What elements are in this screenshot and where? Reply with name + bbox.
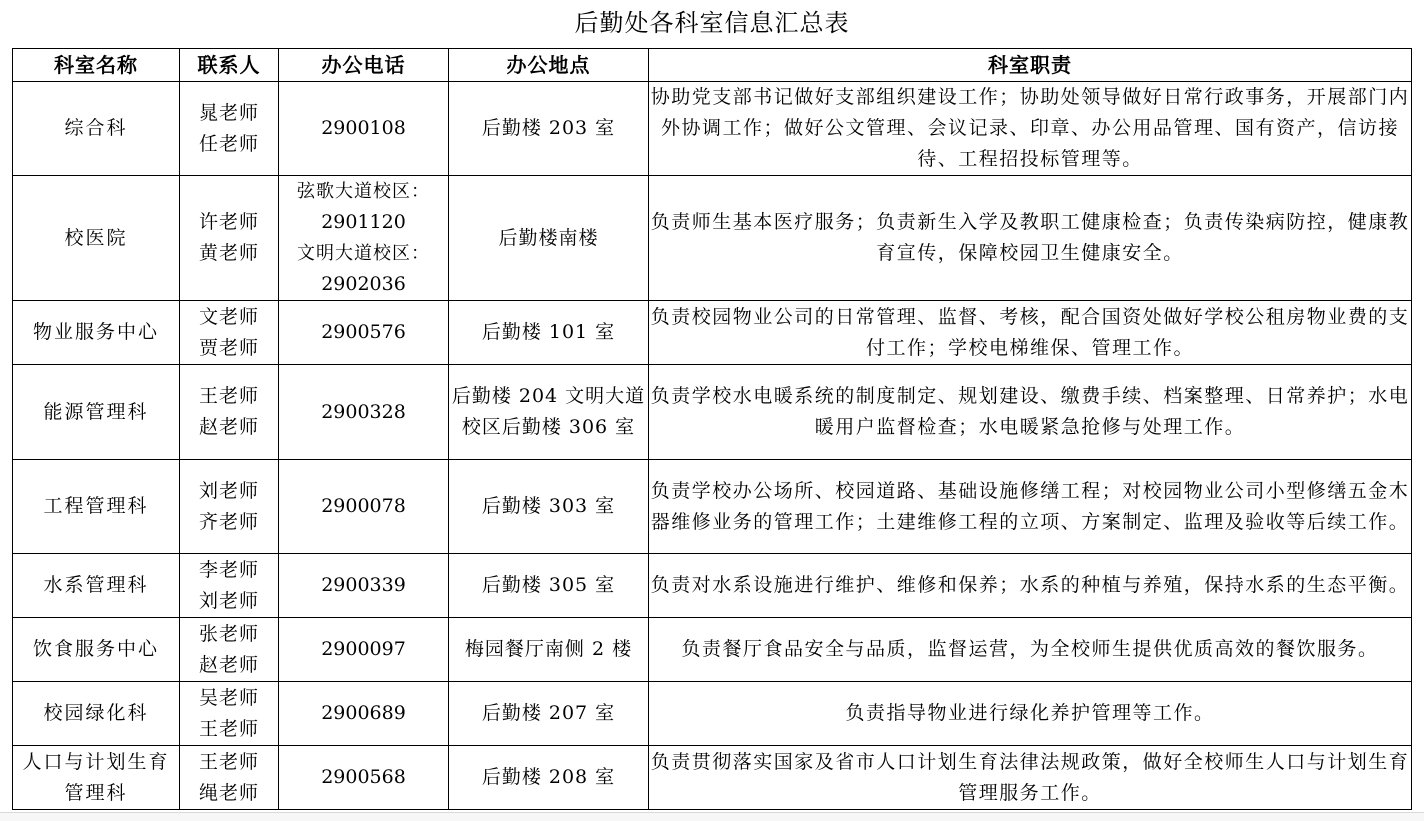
contact-cell — [180, 365, 279, 460]
phone-cell — [279, 746, 449, 810]
header-contact: 联系人 — [180, 49, 279, 82]
office-location: 后勤楼 305 室 — [449, 554, 649, 618]
department-name: 校医院 — [13, 176, 180, 301]
department-name: 综合科 — [13, 82, 180, 176]
office-location: 后勤楼 101 室 — [449, 301, 649, 365]
contact-person: 绳老师 — [198, 781, 259, 804]
table-row — [13, 82, 1412, 176]
office-location: 后勤楼南楼 — [449, 176, 649, 301]
contact-cell — [180, 301, 279, 365]
contact-person: 晁老师 — [198, 101, 259, 124]
department-name: 工程管理科 — [13, 460, 180, 554]
table-header-row — [13, 49, 1412, 82]
department-name: 饮食服务中心 — [13, 618, 180, 682]
department-duty: 负责师生基本医疗服务；负责新生入学及教职工健康检查；负责传染病防控，健康教育宣传，保障校园卫生健康安全。 — [649, 176, 1412, 301]
contact-person: 黄老师 — [198, 242, 259, 264]
department-duty: 负责对水系设施进行维护、维修和保养；水系的种植与养殖，保持水系的生态平衡。 — [649, 554, 1412, 618]
contact-person: 许老师 — [198, 211, 259, 233]
contact-person: 任老师 — [198, 132, 259, 155]
contact-person: 李老师 — [198, 558, 259, 581]
department-duty: 负责贯彻落实国家及省市人口计划生育法律法规政策，做好全校师生人口与计划生育管理服务工作。 — [649, 746, 1412, 810]
phone-cell — [279, 618, 449, 682]
contact-person: 吴老师 — [198, 686, 259, 709]
phone-number: 2900108 — [321, 117, 406, 139]
phone-cell — [279, 682, 449, 746]
header-phone: 办公电话 — [279, 49, 449, 82]
contact-cell — [180, 618, 279, 682]
table-row — [13, 618, 1412, 682]
department-duty: 负责学校办公场所、校园道路、基础设施修缮工程；对校园物业公司小型修缮五金木器维修业务的管理工作；土建维修工程的立项、方案制定、监理及验收等后续工作。 — [649, 460, 1412, 554]
department-name: 校园绿化科 — [13, 682, 180, 746]
contact-cell — [180, 746, 279, 810]
office-location: 梅园餐厅南侧 2 楼 — [449, 618, 649, 682]
phone-number: 2900339 — [321, 574, 406, 596]
contact-person: 张老师 — [198, 622, 259, 645]
contact-cell — [180, 554, 279, 618]
campus-label: 文明大道校区： — [297, 243, 430, 264]
phone-cell — [279, 460, 449, 554]
document-title: 后勤处各科室信息汇总表 — [574, 9, 850, 37]
office-location: 后勤楼 203 室 — [449, 82, 649, 176]
phone-number: 2900689 — [321, 702, 406, 724]
contact-person: 赵老师 — [198, 416, 259, 438]
table-row — [13, 682, 1412, 746]
phone-cell — [279, 554, 449, 618]
table-row — [13, 365, 1412, 460]
table-row — [13, 554, 1412, 618]
phone-number: 2900078 — [321, 495, 406, 517]
contact-person: 贾老师 — [198, 336, 259, 359]
phone-number: 2900097 — [321, 638, 406, 660]
contact-person: 王老师 — [198, 385, 259, 407]
phone-cell — [279, 301, 449, 365]
table-row — [13, 460, 1412, 554]
campus-label: 弦歌大道校区： — [297, 181, 430, 202]
department-duty: 负责学校水电暖系统的制度制定、规划建设、缴费手续、档案整理、日常养护；水电暖用户监督检查；水电暖紧急抢修与处理工作。 — [649, 365, 1412, 460]
contact-person: 刘老师 — [198, 479, 259, 502]
header-location: 办公地点 — [449, 49, 649, 82]
office-location: 后勤楼 207 室 — [449, 682, 649, 746]
phone-cell — [279, 82, 449, 176]
contact-cell — [180, 82, 279, 176]
phone-number: 2900576 — [321, 321, 406, 343]
contact-person: 文老师 — [198, 305, 259, 328]
table-row — [13, 176, 1412, 301]
office-location: 后勤楼 208 室 — [449, 746, 649, 810]
phone-cell — [279, 365, 449, 460]
department-duty: 协助党支部书记做好支部组织建设工作；协助处领导做好日常行政事务，开展部门内外协调工作；做好公文管理、会议记录、印章、办公用品管理、国有资产，信访接待、工程招投标管理等。 — [649, 82, 1412, 176]
header-department-name: 科室名称 — [13, 49, 180, 82]
table-row — [13, 746, 1412, 810]
office-location: 后勤楼 303 室 — [449, 460, 649, 554]
phone-number: 2900328 — [321, 400, 406, 423]
phone-cell — [279, 176, 449, 301]
office-location: 后勤楼 204 文明大道校区后勤楼 306 室 — [449, 365, 649, 460]
department-name: 人口与计划生育管理科 — [13, 746, 180, 810]
table-row — [13, 301, 1412, 365]
contact-cell — [180, 460, 279, 554]
contact-person: 刘老师 — [198, 589, 259, 612]
header-duty: 科室职责 — [649, 49, 1412, 82]
department-info-table — [12, 48, 1412, 810]
contact-cell — [180, 176, 279, 301]
department-name: 物业服务中心 — [13, 301, 180, 365]
phone-number: 2901120 — [321, 211, 406, 233]
phone-number: 2900568 — [321, 766, 406, 788]
contact-person: 王老师 — [198, 717, 259, 740]
department-duty: 负责指导物业进行绿化养护管理等工作。 — [649, 682, 1412, 746]
contact-person: 齐老师 — [198, 510, 259, 533]
department-name: 能源管理科 — [13, 365, 180, 460]
contact-cell — [180, 682, 279, 746]
phone-number: 2902036 — [321, 273, 406, 295]
department-duty: 负责校园物业公司的日常管理、监督、考核，配合国资处做好学校公租房物业费的支付工作；学校电梯维保、管理工作。 — [649, 301, 1412, 365]
contact-person: 王老师 — [198, 750, 259, 773]
contact-person: 赵老师 — [198, 653, 259, 676]
department-duty: 负责餐厅食品安全与品质，监督运营，为全校师生提供优质高效的餐饮服务。 — [649, 618, 1412, 682]
department-name: 水系管理科 — [13, 554, 180, 618]
